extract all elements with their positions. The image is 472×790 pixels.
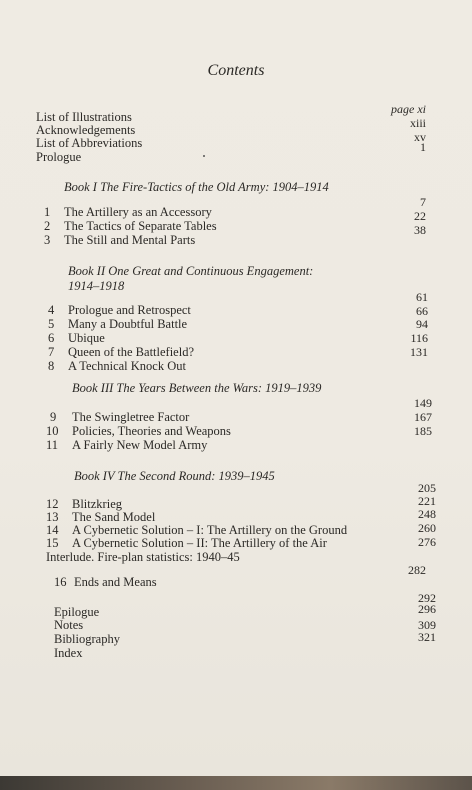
- book-heading: [68, 264, 388, 294]
- entry-text: A Fairly New Model Army: [72, 438, 208, 452]
- chapter-number: 10: [46, 424, 59, 438]
- toc-entry: [50, 396, 432, 424]
- book-heading-line: Book II One Great and Continuous Engagement:: [68, 264, 314, 278]
- chapter-number: 9: [50, 410, 57, 424]
- book-heading: Book I The Fire-Tactics of the Old Army: 1904–1914: [64, 180, 329, 194]
- entry-page: 22: [414, 209, 426, 223]
- book-heading: Book IV The Second Round: 1939–1945: [74, 469, 275, 483]
- entry-page: 116: [410, 331, 428, 345]
- entry-text: Policies, Theories and Weapons: [72, 424, 231, 438]
- entry-page: 7: [420, 195, 426, 209]
- chapter-number: 7: [48, 345, 55, 359]
- entry-page: xv: [414, 130, 426, 144]
- toc-entry: [54, 618, 436, 632]
- chapter-number: 12: [46, 497, 59, 511]
- entry-text: The Sand Model: [72, 510, 156, 524]
- entry-text: Notes: [54, 618, 84, 632]
- entry-page: 205: [418, 481, 436, 495]
- chapter-number: 4: [48, 303, 55, 317]
- entry-text: Index: [54, 646, 83, 660]
- toc-entry: [48, 290, 428, 317]
- page-title: Contents: [207, 62, 265, 79]
- entry-text: Acknowledgements: [36, 123, 136, 137]
- entry-text: The Swingletree Factor: [72, 410, 190, 424]
- entry-page: 66: [416, 304, 428, 318]
- entry-page: 185: [414, 424, 432, 438]
- chapter-number: 15: [46, 536, 59, 550]
- entry-text: Prologue and Retrospect: [68, 303, 191, 317]
- entry-page: xiii: [409, 116, 426, 130]
- chapter-number: 11: [46, 438, 59, 452]
- chapter-number: 3: [44, 233, 51, 247]
- entry-text: A Technical Knock Out: [68, 359, 186, 373]
- entry-text: The Tactics of Separate Tables: [64, 219, 217, 233]
- page-edge: [0, 776, 472, 790]
- book-heading-line: 1914–1918: [68, 279, 125, 293]
- entry-page: 61: [416, 290, 428, 304]
- entry-text: Epilogue: [54, 605, 100, 619]
- entry-text: A Cybernetic Solution – II: The Artillery of the Air: [72, 536, 327, 550]
- entry-text: List of Abbreviations: [36, 136, 143, 150]
- entry-page: 309: [418, 618, 436, 632]
- entry-page: 292: [418, 591, 436, 605]
- entry-text: Ubique: [68, 331, 105, 345]
- entry-page: 94: [416, 317, 428, 331]
- entry-text: List of Illustrations: [36, 110, 132, 124]
- entry-page: 282: [408, 563, 426, 577]
- entry-text: Bibliography: [54, 632, 120, 646]
- toc-entry: [54, 602, 436, 619]
- book-heading: Book III The Years Between the Wars: 1919–1939: [72, 381, 322, 395]
- entry-page: 321: [418, 630, 436, 644]
- chapter-number: 16: [54, 575, 67, 589]
- entry-text: Many a Doubtful Battle: [68, 317, 188, 331]
- entry-text: Ends and Means: [74, 575, 157, 589]
- entry-page: 260: [418, 521, 436, 535]
- toc-entry: [36, 102, 426, 124]
- entry-page: 1: [420, 140, 426, 154]
- entry-text: The Artillery as an Accessory: [64, 205, 212, 219]
- toc-entry: [54, 646, 436, 660]
- chapter-number: 13: [46, 510, 59, 524]
- entry-page: 276: [418, 535, 436, 549]
- entry-text: Blitzkrieg: [72, 497, 122, 511]
- entry-text: The Still and Mental Parts: [64, 233, 196, 247]
- toc-entry: [54, 632, 436, 646]
- chapter-number: 5: [48, 317, 55, 331]
- ink-speck: [203, 155, 205, 157]
- chapter-number: 14: [46, 523, 59, 537]
- entry-page: 167: [414, 410, 432, 424]
- chapter-number: 6: [48, 331, 55, 345]
- entry-text: A Cybernetic Solution – I: The Artillery on the Ground: [72, 523, 348, 537]
- toc-entry: [44, 195, 426, 219]
- chapter-number: 1: [44, 205, 51, 219]
- chapter-number: 8: [48, 359, 55, 373]
- entry-page: 131: [410, 345, 428, 359]
- entry-page: 149: [414, 396, 432, 410]
- chapter-number: 2: [44, 219, 51, 233]
- entry-text: Interlude. Fire-plan statistics: 1940–45: [46, 550, 240, 564]
- entry-page: page xi: [391, 102, 426, 116]
- entry-text: Prologue: [36, 150, 82, 164]
- entry-text: Queen of the Battlefield?: [68, 345, 194, 359]
- toc-entry: [46, 481, 436, 511]
- entry-page: 38: [414, 223, 426, 237]
- entry-page: 296: [418, 602, 436, 616]
- entry-page: 221: [418, 494, 436, 508]
- entry-page: 248: [418, 507, 436, 521]
- toc-entry: [54, 575, 436, 605]
